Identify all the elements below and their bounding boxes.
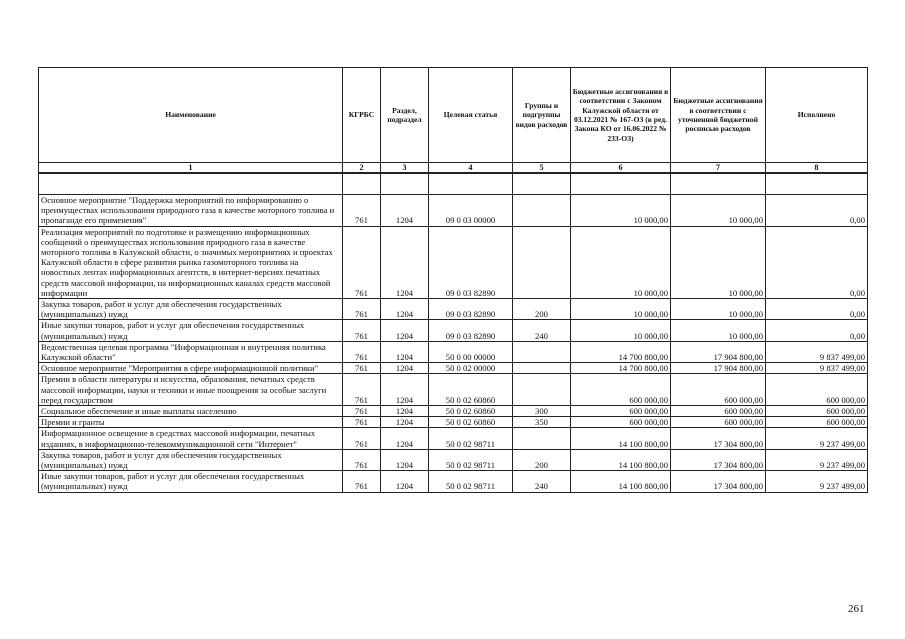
row-target: 50 0 02 60860 (429, 406, 513, 417)
row-law-amount: 10 000,00 (571, 320, 671, 341)
row-section: 1204 (381, 363, 429, 374)
row-target: 50 0 02 00000 (429, 363, 513, 374)
row-executed-amount: 9 237 499,00 (766, 428, 868, 449)
row-executed-amount: 9 237 499,00 (766, 471, 868, 492)
row-name: Иные закупки товаров, работ и услуг для обеспечения государственных (муниципальных) нужд (39, 471, 343, 492)
table-row (39, 226, 868, 298)
row-law-amount: 10 000,00 (571, 195, 671, 227)
row-kgrbs: 761 (343, 471, 381, 492)
row-name: Закупка товаров, работ и услуг для обеспечения государственных (муниципальных) нужд (39, 449, 343, 470)
column-number: 8 (766, 163, 868, 174)
row-section: 1204 (381, 320, 429, 341)
row-section: 1204 (381, 428, 429, 449)
row-group: 200 (513, 449, 571, 470)
table-row (39, 320, 868, 341)
row-law-amount: 14 100 800,00 (571, 471, 671, 492)
row-target: 09 0 03 82890 (429, 226, 513, 298)
row-kgrbs: 761 (343, 374, 381, 406)
row-refined-amount: 600 000,00 (671, 374, 766, 406)
row-name: Ведомственная целевая программа "Информационная и внутренняя политика Калужской области" (39, 341, 343, 362)
table-row (39, 299, 868, 320)
row-refined-amount: 600 000,00 (671, 406, 766, 417)
row-target: 50 0 02 60860 (429, 374, 513, 406)
row-law-amount: 14 700 800,00 (571, 363, 671, 374)
row-name: Основное мероприятие "Поддержка мероприятий по информированию о преимуществах использования природного газа в качестве моторного топлива и пропаганде его применения" (39, 195, 343, 227)
row-executed-amount: 0,00 (766, 226, 868, 298)
row-executed-amount: 600 000,00 (766, 417, 868, 428)
row-law-amount: 10 000,00 (571, 299, 671, 320)
row-target: 50 0 02 98711 (429, 449, 513, 470)
table-row (39, 417, 868, 428)
row-target: 09 0 03 82890 (429, 299, 513, 320)
column-number: 4 (429, 163, 513, 174)
row-target: 50 0 02 98711 (429, 471, 513, 492)
page-number: 261 (848, 603, 865, 615)
row-executed-amount: 0,00 (766, 195, 868, 227)
column-number: 6 (571, 163, 671, 174)
row-target: 09 0 03 00000 (429, 195, 513, 227)
row-refined-amount: 17 304 800,00 (671, 428, 766, 449)
row-executed-amount: 0,00 (766, 299, 868, 320)
column-number: 5 (513, 163, 571, 174)
table-row (39, 406, 868, 417)
row-target: 09 0 03 82890 (429, 320, 513, 341)
row-group: 300 (513, 406, 571, 417)
column-number: 7 (671, 163, 766, 174)
table-row (39, 374, 868, 406)
row-section: 1204 (381, 406, 429, 417)
row-refined-amount: 17 304 800,00 (671, 471, 766, 492)
row-section: 1204 (381, 341, 429, 362)
row-executed-amount: 0,00 (766, 320, 868, 341)
row-target: 50 0 02 60860 (429, 417, 513, 428)
row-kgrbs: 761 (343, 320, 381, 341)
row-kgrbs: 761 (343, 406, 381, 417)
row-law-amount: 10 000,00 (571, 226, 671, 298)
row-refined-amount: 10 000,00 (671, 195, 766, 227)
header-law: Бюджетные ассигнования в соответствии с Законом Калужской области от 03.12.2021 № 167-ОЗ (в ред. Закона КО от 16.06.2022 № 233-ОЗ) (571, 68, 671, 163)
spacer-row (39, 173, 868, 195)
header-groups: Группы и подгруппы видов расходов (513, 68, 571, 163)
row-refined-amount: 10 000,00 (671, 299, 766, 320)
row-name: Иные закупки товаров, работ и услуг для обеспечения государственных (муниципальных) нужд (39, 320, 343, 341)
row-kgrbs: 761 (343, 341, 381, 362)
table-row (39, 449, 868, 470)
column-number-row (39, 163, 868, 174)
row-law-amount: 600 000,00 (571, 406, 671, 417)
row-group (513, 363, 571, 374)
header-target: Целевая статья (429, 68, 513, 163)
row-refined-amount: 600 000,00 (671, 417, 766, 428)
row-kgrbs: 761 (343, 363, 381, 374)
column-number: 3 (381, 163, 429, 174)
row-law-amount: 600 000,00 (571, 417, 671, 428)
row-group (513, 195, 571, 227)
table-row (39, 195, 868, 227)
header-name: Наименование (39, 68, 343, 163)
table-row (39, 341, 868, 362)
row-kgrbs: 761 (343, 428, 381, 449)
header-kgrbs: КГРБС (343, 68, 381, 163)
row-section: 1204 (381, 449, 429, 470)
row-kgrbs: 761 (343, 299, 381, 320)
row-group: 200 (513, 299, 571, 320)
row-name: Закупка товаров, работ и услуг для обеспечения государственных (муниципальных) нужд (39, 299, 343, 320)
row-target: 50 0 02 98711 (429, 428, 513, 449)
header-section: Раздел, подраздел (381, 68, 429, 163)
row-refined-amount: 17 304 800,00 (671, 449, 766, 470)
row-executed-amount: 9 837 499,00 (766, 341, 868, 362)
row-group (513, 341, 571, 362)
row-name: Информационное освещение в средствах массовой информации, печатных изданиях, в информационно-телекоммуникационной сети "Интернет" (39, 428, 343, 449)
row-refined-amount: 10 000,00 (671, 320, 766, 341)
table-row (39, 471, 868, 492)
row-kgrbs: 761 (343, 449, 381, 470)
row-executed-amount: 600 000,00 (766, 406, 868, 417)
header-executed: Исполнено (766, 68, 868, 163)
row-name: Основное мероприятие "Мероприятия в сфере информационной политики" (39, 363, 343, 374)
row-law-amount: 600 000,00 (571, 374, 671, 406)
table-row (39, 363, 868, 374)
row-section: 1204 (381, 471, 429, 492)
row-law-amount: 14 100 800,00 (571, 449, 671, 470)
row-section: 1204 (381, 299, 429, 320)
row-law-amount: 14 100 800,00 (571, 428, 671, 449)
row-executed-amount: 9 837 499,00 (766, 363, 868, 374)
row-group (513, 374, 571, 406)
row-section: 1204 (381, 195, 429, 227)
row-kgrbs: 761 (343, 417, 381, 428)
row-name: Реализация мероприятий по подготовке и размещению информационных сообщений о преимуществах использования природного газа в качестве моторного топлива в Калужской области, о значимых мероприятиях и проектах Калужской области в сфере развития рынка газомоторного топлива на новостных лентах информационных агентств, в интернет-версиях печатных средств массовой информации, на информационных каналах средств массовой информации (39, 226, 343, 298)
row-name: Премии в области литературы и искусства, образования, печатных средств массовой информации, науки и техники и иные поощрения за особые заслуги перед государством (39, 374, 343, 406)
row-group: 240 (513, 320, 571, 341)
row-section: 1204 (381, 226, 429, 298)
header-refined: Бюджетные ассигнования в соответствии с уточненной бюджетной росписью расходов (671, 68, 766, 163)
row-name: Социальное обеспечение и иные выплаты населению (39, 406, 343, 417)
table-row (39, 428, 868, 449)
row-law-amount: 14 700 800,00 (571, 341, 671, 362)
row-executed-amount: 600 000,00 (766, 374, 868, 406)
row-group: 350 (513, 417, 571, 428)
row-group (513, 226, 571, 298)
row-section: 1204 (381, 417, 429, 428)
row-name: Премии и гранты (39, 417, 343, 428)
row-group (513, 428, 571, 449)
row-refined-amount: 10 000,00 (671, 226, 766, 298)
row-kgrbs: 761 (343, 226, 381, 298)
row-section: 1204 (381, 374, 429, 406)
column-number: 2 (343, 163, 381, 174)
header-row (39, 68, 868, 163)
column-number: 1 (39, 163, 343, 174)
row-kgrbs: 761 (343, 195, 381, 227)
row-refined-amount: 17 904 800,00 (671, 363, 766, 374)
row-refined-amount: 17 904 800,00 (671, 341, 766, 362)
row-executed-amount: 9 237 499,00 (766, 449, 868, 470)
row-group: 240 (513, 471, 571, 492)
row-target: 50 0 00 00000 (429, 341, 513, 362)
budget-table (38, 67, 868, 493)
